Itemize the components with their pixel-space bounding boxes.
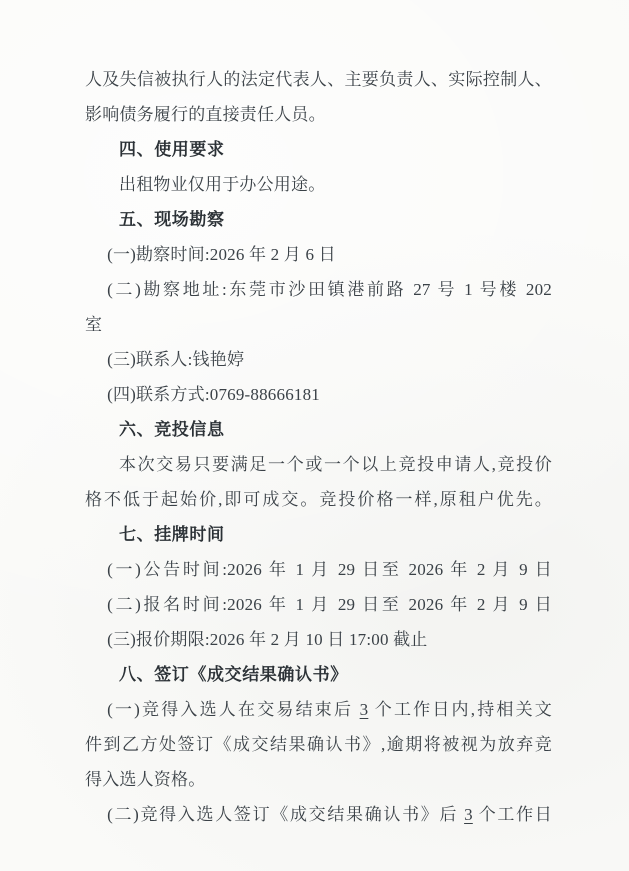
section-heading — [85, 517, 552, 552]
line-text: 得入选人资格。 — [85, 770, 206, 789]
line-text: (二)报名时间:2026 年 1 月 29 日至 2026 年 2 月 9 日 — [107, 595, 552, 614]
line-text: 四、使用要求 — [119, 140, 225, 159]
doc-line — [85, 342, 552, 377]
section-heading — [85, 132, 552, 167]
doc-line — [85, 62, 552, 97]
line-text: (二)竞得入选人签订《成交结果确认书》后 — [107, 805, 465, 824]
doc-line — [85, 377, 552, 412]
doc-line — [85, 307, 552, 342]
doc-line — [85, 167, 552, 202]
underlined-number: 3 — [359, 700, 369, 719]
doc-line — [85, 762, 552, 797]
line-text: 个工作日内,持相关文 — [368, 700, 552, 719]
line-text: (二)勘察地址:东莞市沙田镇港前路 27 号 1 号楼 202 — [107, 280, 552, 299]
doc-line — [85, 692, 552, 727]
line-text: 六、竞投信息 — [119, 420, 225, 439]
doc-line — [85, 272, 552, 307]
line-text: 八、签订《成交结果确认书》 — [119, 665, 348, 684]
line-text: 影响债务履行的直接责任人员。 — [85, 105, 326, 124]
line-text: 五、现场勘察 — [119, 210, 225, 229]
line-text: 出租物业仅用于办公用途。 — [119, 175, 326, 194]
line-text: (一)竞得入选人在交易结束后 — [107, 700, 360, 719]
doc-line — [85, 622, 552, 657]
doc-line — [85, 727, 552, 762]
underlined-number: 3 — [464, 805, 473, 824]
line-text: 件到乙方处签订《成交结果确认书》,逾期将被视为放弃竞 — [85, 735, 552, 754]
doc-line — [85, 587, 552, 622]
doc-line — [85, 482, 552, 517]
doc-line — [85, 797, 552, 832]
doc-line — [85, 552, 552, 587]
line-text: 人及失信被执行人的法定代表人、主要负责人、实际控制人、 — [85, 70, 552, 89]
line-text: 七、挂牌时间 — [119, 525, 225, 544]
line-text: 本次交易只要满足一个或一个以上竞投申请人,竞投价 — [119, 455, 552, 474]
line-text: 个工作日 — [472, 805, 552, 824]
section-heading — [85, 202, 552, 237]
doc-line — [85, 447, 552, 482]
section-heading — [85, 412, 552, 447]
document-text-block — [85, 62, 552, 832]
line-text: (三)联系人:钱艳婷 — [107, 350, 245, 369]
doc-line — [85, 97, 552, 132]
section-heading — [85, 657, 552, 692]
doc-line — [85, 237, 552, 272]
line-text: (四)联系方式:0769-88666181 — [107, 385, 320, 404]
line-text: (一)勘察时间:2026 年 2 月 6 日 — [107, 245, 336, 264]
line-text: (一)公告时间:2026 年 1 月 29 日至 2026 年 2 月 9 日 — [107, 560, 552, 579]
line-text: 室 — [85, 315, 103, 334]
line-text: 格不低于起始价,即可成交。竞投价格一样,原租户优先。 — [85, 490, 552, 509]
line-text: (三)报价期限:2026 年 2 月 10 日 17:00 截止 — [107, 630, 428, 649]
